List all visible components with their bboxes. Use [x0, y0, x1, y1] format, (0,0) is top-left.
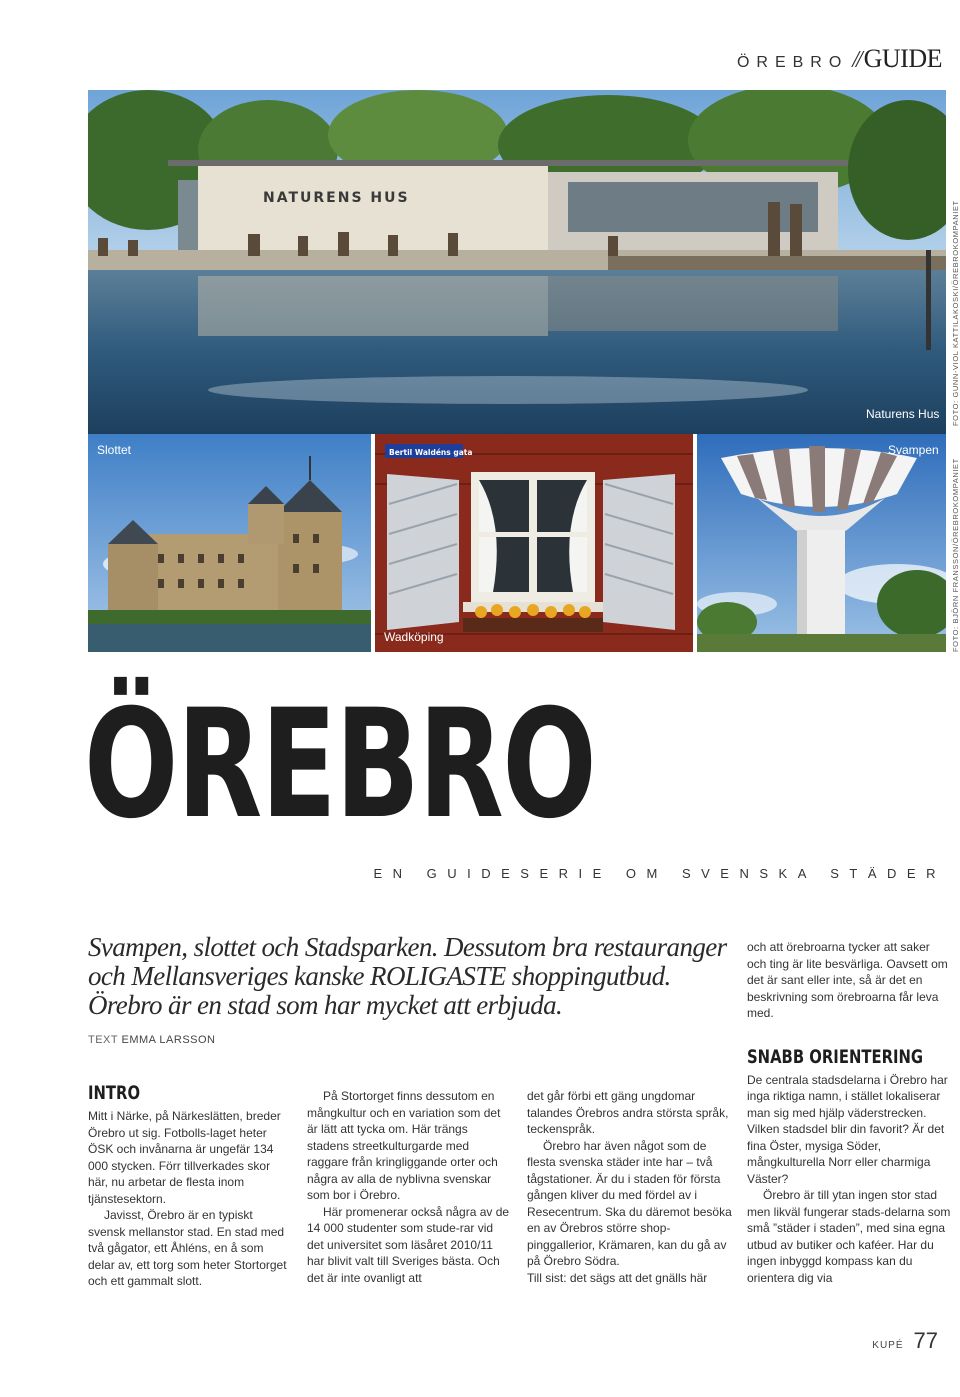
col3-paragraph-1: det går förbi ett gäng ungdomar talandes Örebros andra största språk, teckenspråk.: [527, 1089, 729, 1136]
byline: [88, 1034, 216, 1046]
guide-header: [737, 44, 942, 74]
column-3: [527, 1088, 732, 1286]
magazine-name: KUPÉ: [872, 1340, 904, 1351]
caption-slottet: Slottet: [97, 443, 132, 457]
svampen-image: [697, 434, 946, 652]
page-footer: [872, 1328, 938, 1354]
heading-snabb-orientering: SNABB ORIENTERING: [747, 1045, 924, 1068]
caption-svampen: Svampen: [888, 443, 939, 457]
page-title: ÖREBRO: [84, 678, 596, 852]
photo-wadkoping: [375, 434, 693, 652]
header-city: ÖREBRO: [736, 54, 849, 71]
col3-paragraph-3: Till sist: det sägs att det gnälls här: [527, 1270, 708, 1285]
col4-paragraph-3: Örebro är till ytan ingen stor stad men likväl fungerar stads-delarna som små ”städer i staden”, med sina egna utbud av butiker och kaféer. Har du ingen inbyggd kompass kan du orientera dig via: [747, 1188, 951, 1285]
caption-naturens-hus: Naturens Hus: [866, 407, 940, 421]
header-guide: GUIDE: [863, 44, 942, 73]
byline-label: TEXT: [88, 1034, 118, 1046]
naturens-hus-sign: NATURENS HUS: [263, 190, 410, 206]
street-sign: Bertil Waldéns gata: [389, 448, 473, 457]
col2-paragraph-1: På Stortorget finns dessutom en mångkultur och en variation som det är lätt att tycka om. Här trängs stadens streetkulturgarde med raggare från kringliggande orter och några av alla de nyblivna svenskar som bor i Örebro.: [307, 1089, 501, 1202]
caption-wadkoping: Wadköping: [384, 630, 444, 644]
photo-svampen: [697, 434, 946, 652]
wadkoping-image: [375, 434, 693, 652]
photo-slottet: [88, 434, 371, 652]
heading-intro: INTRO: [88, 1082, 141, 1104]
naturens-hus-image: [88, 90, 946, 434]
page-subtitle: EN GUIDESERIE OM SVENSKA STÄDER: [373, 866, 946, 881]
byline-author: EMMA LARSSON: [121, 1034, 216, 1046]
column-1: [88, 1082, 293, 1290]
col4-paragraph-1: och att örebroarna tycker att saker och ting är lite besvärliga. Oavsett om det är sant eller inte, så är det en beskrivning som örebroarna får leva med.: [747, 940, 948, 1020]
slottet-image: [88, 434, 371, 652]
photo-naturens-hus: [88, 90, 946, 434]
col1-paragraph-1: Mitt i Närke, på Närkeslätten, breder Örebro ut sig. Fotbolls-laget heter ÖSK och invånarna är ungefär 134 000 stycken. Förr tillverkades skor här, nu arbetar de flesta inom tjänstesektorn.: [88, 1109, 281, 1206]
col2-paragraph-2: Här promenerar också några av de 14 000 studenter som stude-rar vid det universitet som läsåret 2010/11 har blivit valt till Sveriges bästa. Och det är inte ovanligt att: [307, 1204, 510, 1285]
col4-paragraph-2: De centrala stadsdelarna i Örebro har inga riktiga namn, i stället lokaliserar man sig med hjälp väderstrecken. Vilken stadsdel blir din favorit? Är det fina Öster, mysiga Söder, mångkulturella Norr eller charmiga Väster?: [747, 1072, 948, 1186]
photo-credit-bottom: FOTO: BJÖRN FRANSSON/ÖREBROKOMPANIET: [951, 458, 960, 652]
column-2: [307, 1088, 512, 1286]
col3-paragraph-2: Örebro har även något som de flesta svenska städer inte har – två tågstationer. Är du i staden för första gången kliver du med fördel av i Resecentrum. Ska du däremot besöka en av Örebros större shop-pinggallerior, Krämaren, kan du gå av på Örebro Södra.: [527, 1138, 732, 1268]
page-number: 77: [913, 1328, 938, 1353]
photo-credit-top: FOTO: GUNN-VIOL KATTILAKOSKI/ÖREBROKOMPANIET: [951, 200, 960, 426]
lead-paragraph: Svampen, slottet och Stadsparken. Dessutom bra restauranger och Mellansveriges kanske ROLIGASTE shoppingutbud. Örebro är en stad som har mycket att erbjuda.: [88, 932, 727, 1020]
col1-paragraph-2: Javisst, Örebro är en typiskt svensk mellanstor stad. En stad med två gågator, ett Åhléns, en å som delar av, ett torg som heter Stortorget och ett gammalt slott.: [88, 1208, 287, 1288]
header-slash: //: [852, 47, 860, 73]
column-4: [747, 939, 952, 1286]
